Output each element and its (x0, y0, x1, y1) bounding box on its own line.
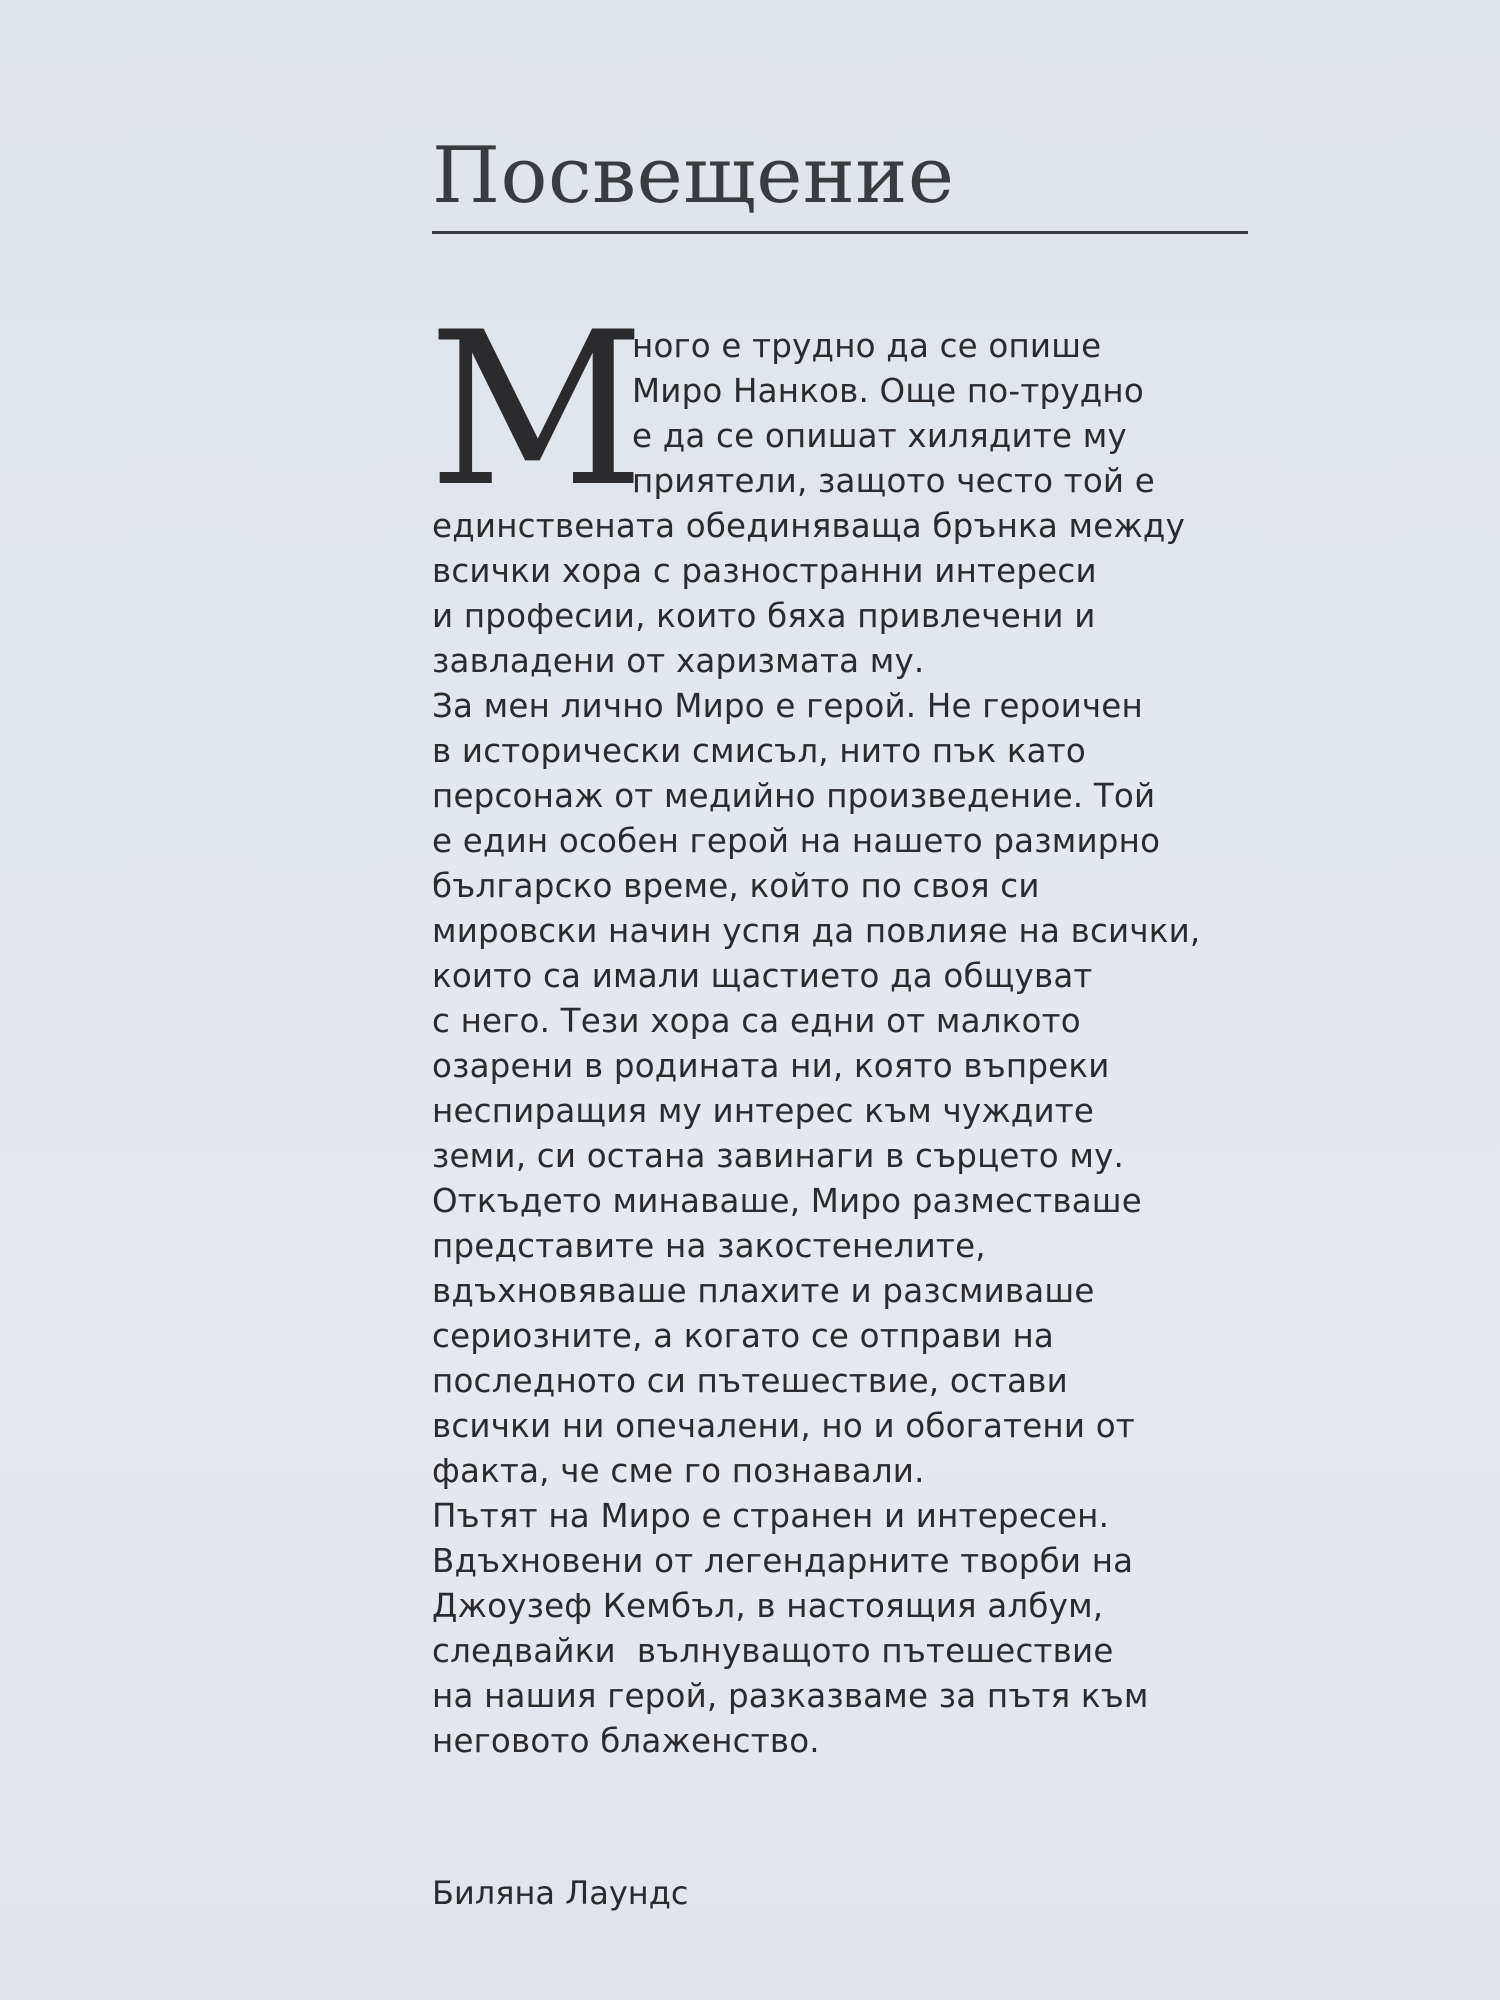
text-line: следвайки вълнуващото пътешествие (432, 1632, 1114, 1670)
text-line: озарени в родината ни, която въпреки (432, 1047, 1110, 1085)
text-line: Пътят на Миро е странен и интересен. (432, 1497, 1110, 1535)
text-line: всички ни опечалени, но и обогатени от (432, 1407, 1135, 1445)
text-line: представите на закостенелите, (432, 1227, 986, 1265)
dedication-text (432, 324, 1252, 1764)
text-line: ного е трудно да се опише (632, 327, 1102, 365)
text-line: За мен лично Миро е герой. Не героичен (432, 687, 1143, 725)
text-line: завладени от харизмата му. (432, 642, 925, 680)
author-signature: Биляна Лаундс (432, 1874, 689, 1912)
text-line: единствената обединяваща брънка между (432, 507, 1186, 545)
drop-cap: М (428, 286, 646, 533)
text-line: приятели, защото често той е (632, 462, 1155, 500)
text-line: Откъдето минаваше, Миро разместваше (432, 1182, 1142, 1220)
text-line: е един особен герой на нашето размирно (432, 822, 1161, 860)
text-line: Миро Нанков. Още по-трудно (632, 372, 1144, 410)
text-line: Джоузеф Кембъл, в настоящия албум, (432, 1587, 1104, 1625)
page-title: Посвещение (432, 131, 955, 221)
text-line: неговото блаженство. (432, 1722, 820, 1760)
text-line: на нашия герой, разказваме за пътя към (432, 1677, 1149, 1715)
text-line: мировски начин успя да повлияе на всички, (432, 912, 1201, 950)
text-line: и професии, които бяха привлечени и (432, 597, 1096, 635)
text-line: които са имали щастието да общуват (432, 957, 1093, 995)
text-line: неспиращия му интерес към чуждите (432, 1092, 1095, 1130)
text-line: сериозните, а когато се отправи на (432, 1317, 1055, 1355)
text-line: в исторически смисъл, нито пък като (432, 732, 1087, 770)
text-line: факта, че сме го познавали. (432, 1452, 925, 1490)
text-line: всички хора с разностранни интереси (432, 552, 1097, 590)
text-line: последното си пътешествие, остави (432, 1362, 1068, 1400)
text-line: персонаж от медийно произведение. Той (432, 777, 1156, 815)
text-line: с него. Тези хора са едни от малкото (432, 1002, 1081, 1040)
text-line: Вдъхновени от легендарните творби на (432, 1542, 1134, 1580)
title-rule (432, 231, 1248, 234)
text-line: земи, си остана завинаги в сърцето му. (432, 1137, 1125, 1175)
text-line: вдъхновяваше плахите и разсмиваше (432, 1272, 1095, 1310)
text-line: е да се опишат хилядите му (632, 417, 1127, 455)
text-line: българско време, който по своя си (432, 867, 1040, 905)
